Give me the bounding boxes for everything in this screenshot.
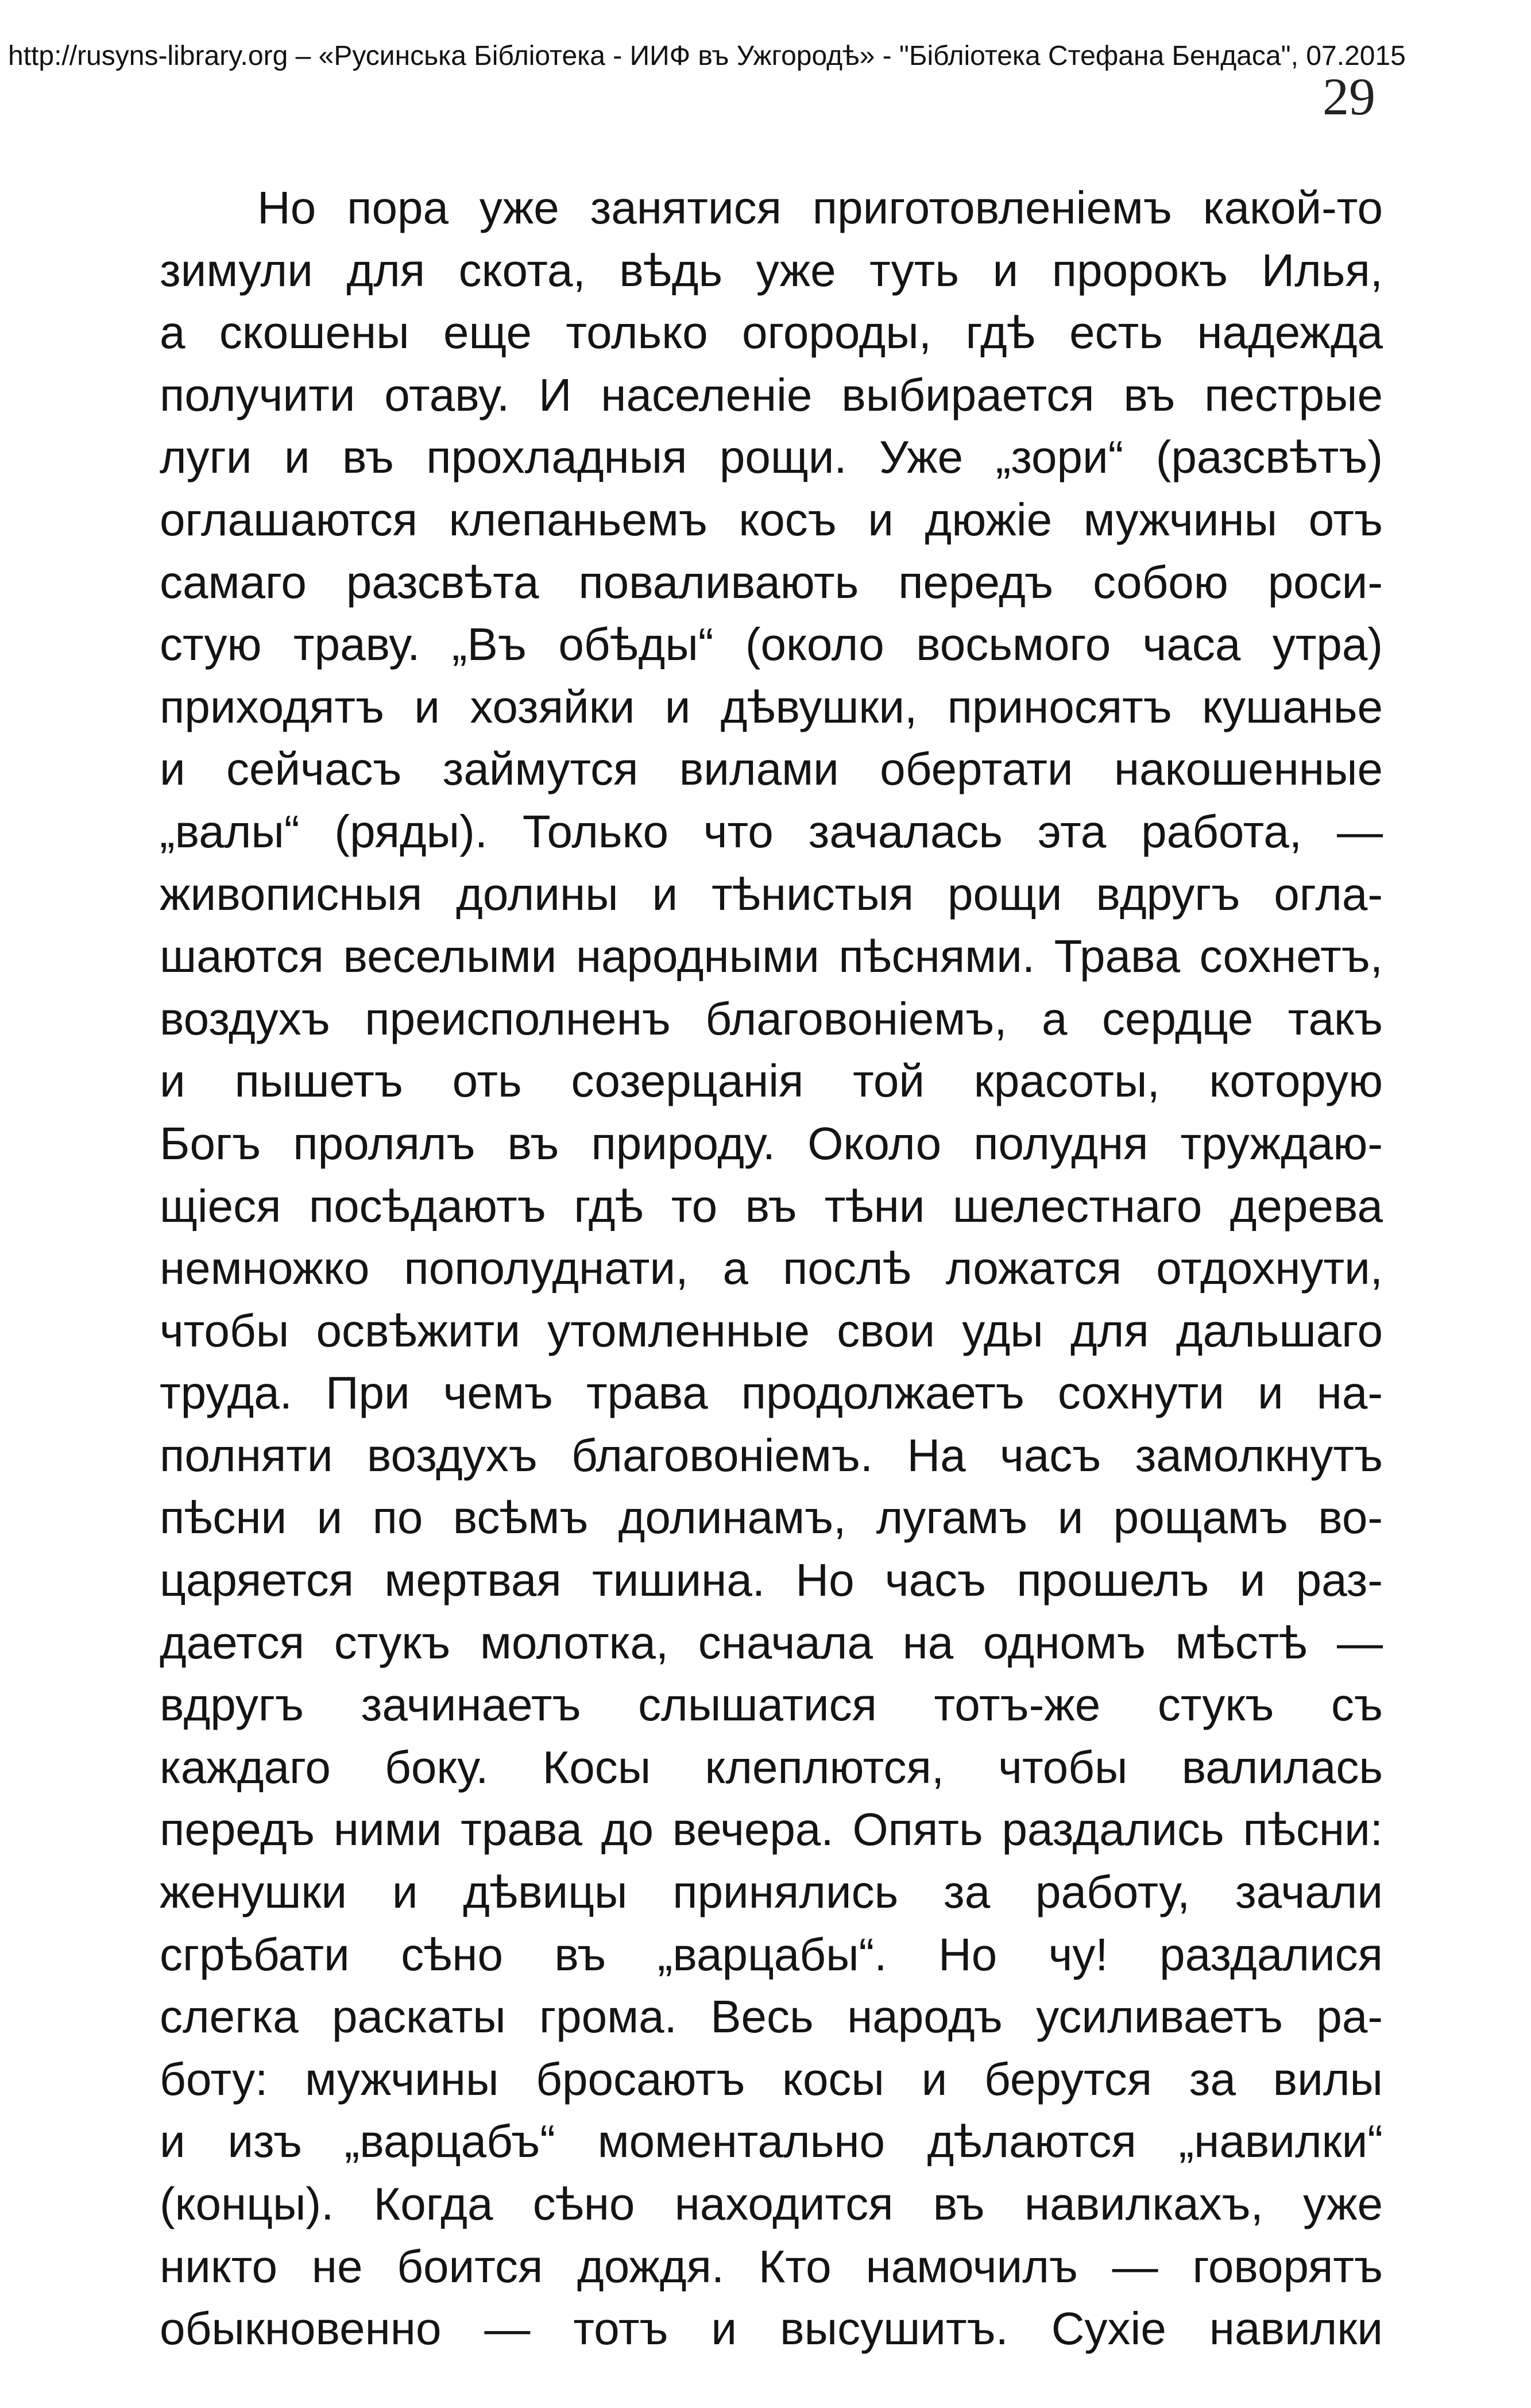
text-line: передъ ними трава до вечера. Опять раздались пѣсни: bbox=[160, 1804, 1383, 1855]
text-line: (концы). Когда сѣно находится въ навилкахъ, уже bbox=[160, 2178, 1383, 2229]
text-line: стую траву. „Въ обѣды“ (около восьмого часа утра) bbox=[160, 619, 1383, 670]
text-line: слегка раскаты грома. Весь народъ усиливаетъ ра- bbox=[160, 1991, 1383, 2043]
source-header: http://rusyns-library.org – «Русинська Бібліотека - ИИФ въ Ужгородѣ» - "Бібліотека Стефана Бендаса", 07.2015 bbox=[8, 41, 1406, 71]
text-line: Богъ пролялъ въ природу. Около полудня труждаю- bbox=[160, 1117, 1383, 1169]
text-line: женушки и дѣвицы принялись за работу, зачали bbox=[160, 1866, 1383, 1918]
text-line: чтобы освѣжити утомленные свои уды для дальшаго bbox=[160, 1305, 1383, 1356]
text-line: боту: мужчины бросаютъ косы и берутся за вилы bbox=[160, 2053, 1383, 2105]
text-line: никто не боится дождя. Кто намочилъ — говорятъ bbox=[160, 2240, 1383, 2292]
text-line: сгрѣбати сѣно въ „варцабы“. Но чу! раздалися bbox=[160, 1928, 1383, 1980]
body-text bbox=[160, 177, 1383, 2360]
text-line: вдругъ зачинаетъ слышатися тотъ-же стукъ съ bbox=[160, 1679, 1383, 1731]
text-line: живописныя долины и тѣнистыя рощи вдругъ огла- bbox=[160, 868, 1383, 920]
text-line: воздухъ преисполненъ благовоніемъ, а сердце такъ bbox=[160, 993, 1383, 1044]
page-number: 29 bbox=[1323, 67, 1375, 126]
text-line: царяется мертвая тишина. Но часъ прошелъ и раз- bbox=[160, 1554, 1383, 1606]
text-line: а скошены еще только огороды, гдѣ есть надежда bbox=[160, 307, 1383, 358]
text-line: получити отаву. И населеніе выбирается въ пестрые bbox=[160, 369, 1383, 420]
text-line: луги и въ прохладныя рощи. Уже „зори“ (разсвѣтъ) bbox=[160, 431, 1383, 483]
text-line: и сейчасъ займутся вилами обертати накошенные bbox=[160, 743, 1383, 795]
text-line: дается стукъ молотка, сначала на одномъ мѣстѣ — bbox=[160, 1616, 1383, 1668]
text-line: пѣсни и по всѣмъ долинамъ, лугамъ и рощамъ во- bbox=[160, 1492, 1383, 1543]
text-line: немножко пополуднати, а послѣ ложатся отдохнути, bbox=[160, 1242, 1383, 1294]
text-line: приходятъ и хозяйки и дѣвушки, приносятъ кушанье bbox=[160, 681, 1383, 732]
text-line: зимули для скота, вѣдь уже туть и пророкъ Илья, bbox=[160, 244, 1383, 296]
text-line: Но пора уже занятися приготовленіемъ какой-то bbox=[257, 182, 1383, 233]
text-line: каждаго боку. Косы клеплются, чтобы валилась bbox=[160, 1741, 1383, 1793]
text-line: и пышетъ оть созерцанія той красоты, которую bbox=[160, 1055, 1383, 1107]
text-line: „валы“ (ряды). Только что зачалась эта работа, — bbox=[160, 805, 1383, 857]
text-line: труда. При чемъ трава продолжаетъ сохнути и на- bbox=[160, 1367, 1383, 1419]
text-line: полняти воздухъ благовоніемъ. На часъ замолкнутъ bbox=[160, 1429, 1383, 1481]
text-line: шаются веселыми народными пѣснями. Трава сохнетъ, bbox=[160, 931, 1383, 982]
text-line: оглашаются клепаньемъ косъ и дюжіе мужчины отъ bbox=[160, 493, 1383, 545]
text-line: самаго разсвѣта поваливають передъ собою роси- bbox=[160, 556, 1383, 608]
text-line: и изъ „варцабъ“ моментально дѣлаются „навилки“ bbox=[160, 2116, 1383, 2167]
text-line: щіеся посѣдаютъ гдѣ то въ тѣни шелестнаго дерева bbox=[160, 1180, 1383, 1232]
text-line: обыкновенно — тотъ и высушитъ. Сухіе навилки bbox=[160, 2303, 1383, 2355]
